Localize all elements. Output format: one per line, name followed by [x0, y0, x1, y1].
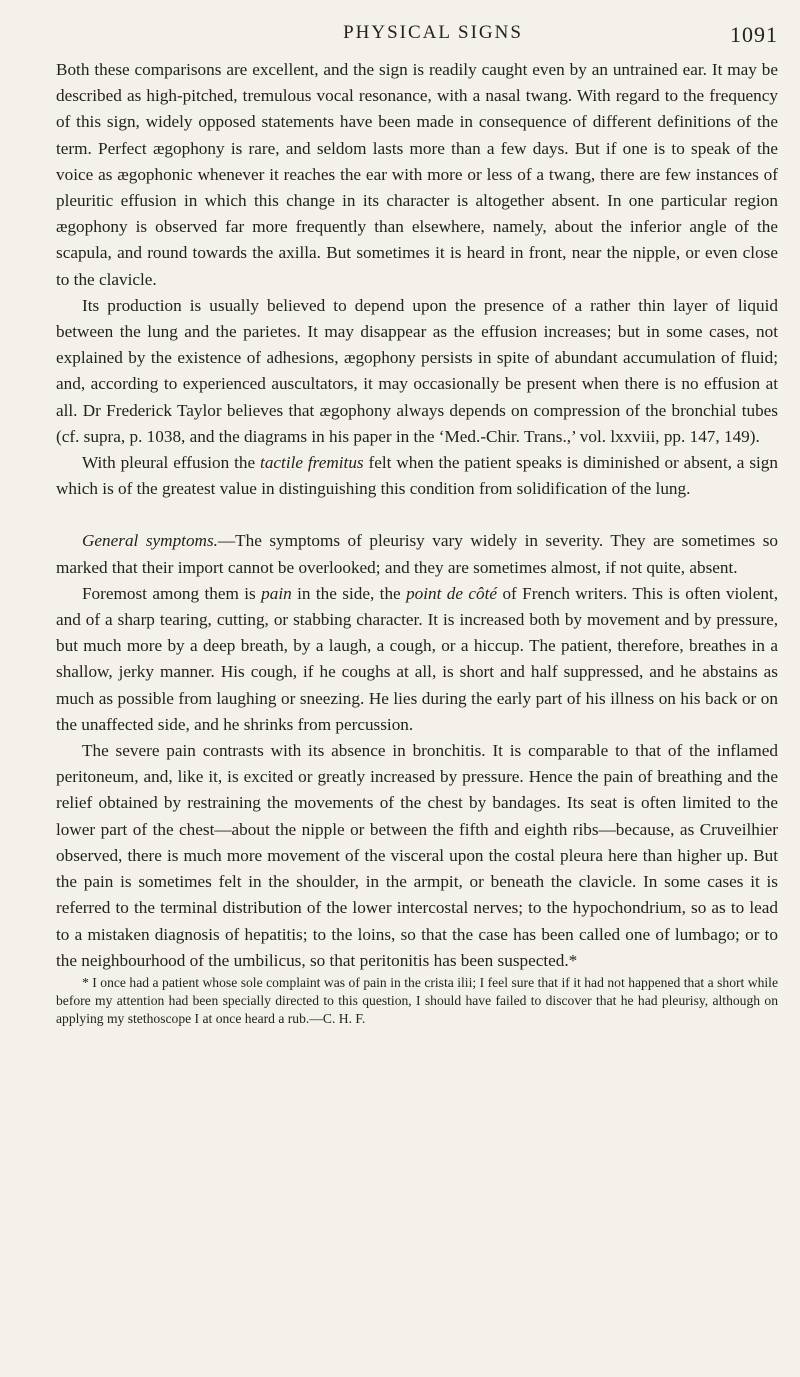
page-number: 1091 — [730, 22, 778, 47]
running-head — [88, 22, 778, 52]
footnote: * I once had a patient whose sole complaint was of pain in the crista ilii; I feel sure that if it had not happened that a short while before my attention had been specially directed to this question, I should have failed to discover that he had pleurisy, although on applying my stethoscope I at once heard a rub.—C. H. F. — [56, 974, 778, 1027]
emphasis-point-de-cote: point de côté — [406, 583, 498, 603]
paragraph-general-symptoms — [56, 528, 778, 580]
text-run: in the side, the — [291, 583, 407, 603]
text-run: With pleural effusion the — [82, 453, 261, 473]
paragraph-pain — [56, 581, 778, 738]
paragraph-tactile-fremitus — [56, 450, 778, 502]
paragraph-aegophony-production: Its production is usually believed to depend upon the presence of a rather thin layer of liquid between the lung and the parietes. It may disappear as the effusion increases; but in some cases, not explained by the existence of adhesions, ægophony persists in spite of abundant accumulation of fluid; and, according to experienced auscultators, it may occasionally be present when there is no effusion at all. Dr Frederick Taylor believes that ægophony always depends on compression of the bronchial tubes (cf. supra, p. 1038, and the diagrams in his paper in the ‘Med.-Chir. Trans.,’ vol. lxxviii, pp. 147, 149). — [56, 295, 778, 446]
paragraph-severe-pain: The severe pain contrasts with its absence in bronchitis. It is comparable to that of the inflamed peritoneum, and, like it, is excited or greatly increased by pressure. Hence the pain of breathing and the relief obtained by restraining the movements of the chest by bandages. Its seat is often limited to the lower part of the chest—about the nipple or between the fifth and eighth ribs—because, as Cruveilhier observed, there is much more movement of the visceral upon the costal pleura here than higher up. But the pain is sometimes felt in the shoulder, in the armpit, or beneath the clavicle. In some cases it is referred to the terminal distribution of the lower intercostal nerves; to the hypochondrium, so as to lead to a mistaken diagnosis of hepatitis; to the loins, so that the case has been called one of lumbago; or to the neighbourhood of the umbilicus, so that peritonitis has been suspected.* — [56, 741, 778, 970]
section-heading-general-symptoms: General symptoms. — [82, 531, 218, 551]
emphasis-tactile-fremitus: tactile fremitus — [260, 453, 364, 473]
text-run: felt when the patient speaks is diminished or absent, a sign which is of the greatest value in distinguishing this condition from solidification of the lung. — [56, 453, 778, 499]
text-run: of French writers. This is often violent, and of a sharp tearing, cutting, or stabbing character. It is increased both by movement and by pressure, but much more by a deep breath, by a laugh, a cough, or a hiccup. The patient, therefore, breathes in a shallow, jerky manner. His cough, if he coughs at all, is short and half suppressed, and he abstains as much as possible from laughing or sneezing. He lies during the early part of his illness on his back or on the unaffected side, and he shrinks from percussion. — [56, 583, 778, 734]
emphasis-pain: pain — [261, 583, 292, 603]
body-text — [56, 57, 778, 1029]
paragraph-aegophony-description: Both these comparisons are excellent, and the sign is readily caught even by an untrained ear. It may be described as high-pitched, tremulous vocal resonance, with a nasal twang. With regard to the frequency of this sign, widely opposed statements have been made in consequence of different definitions of the term. Perfect ægophony is rare, and seldom lasts more than a few days. But if one is to speak of the voice as ægophonic whenever it reaches the ear with more or less of a twang, there are few instances of pleuritic effusion in which this change in its character is altogether absent. In one particular region ægophony is observed far more frequently than elsewhere, namely, about the inferior angle of the scapula, and round towards the axilla. But sometimes it is heard in front, near the nipple, or even close to the clavicle. — [56, 60, 778, 289]
text-run: Foremost among them is — [82, 583, 262, 603]
text-run: —The symptoms of pleurisy vary widely in severity. They are sometimes so marked that their import cannot be overlooked; and they are sometimes almost, if not quite, absent. — [56, 531, 778, 577]
running-title: PHYSICAL SIGNS — [343, 22, 523, 43]
